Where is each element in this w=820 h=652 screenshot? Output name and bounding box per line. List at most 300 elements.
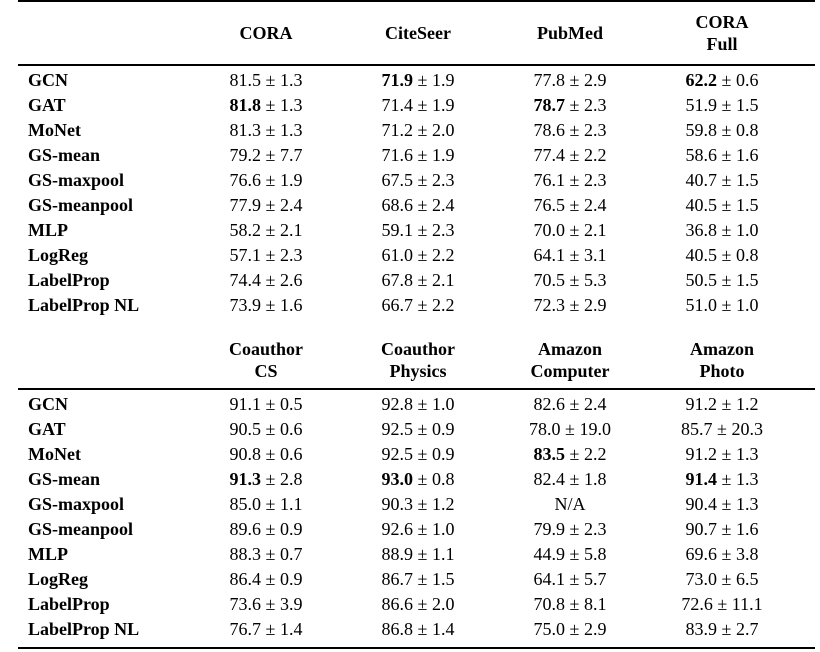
cell-value (646, 120, 798, 141)
plus-minus-symbol: ± (413, 444, 432, 464)
cell-std-dev: 1.3 (279, 70, 303, 90)
plus-minus-symbol: ± (712, 594, 732, 614)
cell-std-dev: 0.8 (735, 245, 759, 265)
plus-minus-symbol: ± (717, 295, 736, 315)
plus-minus-symbol: ± (261, 594, 280, 614)
plus-minus-symbol: ± (413, 494, 432, 514)
cell-std-dev: 1.9 (279, 170, 303, 190)
section-2-header-rule (18, 388, 815, 390)
cell-value (190, 619, 342, 640)
cell-std-dev: 1.0 (735, 220, 759, 240)
cell-value (494, 419, 646, 440)
table-row (0, 542, 820, 567)
plus-minus-symbol: ± (413, 195, 432, 215)
plus-minus-symbol: ± (717, 70, 736, 90)
table-row (0, 218, 820, 243)
plus-minus-symbol: ± (565, 469, 584, 489)
plus-minus-symbol: ± (261, 120, 280, 140)
column-header (190, 22, 342, 44)
cell-std-dev: 1.9 (431, 95, 455, 115)
plus-minus-symbol: ± (261, 544, 280, 564)
cell-std-dev: 2.1 (431, 270, 455, 290)
cell-mean: 61.0 (381, 245, 414, 265)
cell-value (494, 519, 646, 540)
cell-mean: 57.1 (229, 245, 262, 265)
cell-mean: 44.9 (533, 544, 566, 564)
cell-value (494, 170, 646, 191)
cell-value (190, 270, 342, 291)
plus-minus-symbol: ± (560, 419, 580, 439)
cell-std-dev: 0.8 (431, 469, 455, 489)
cell-mean: 74.4 (229, 270, 262, 290)
cell-std-dev: 1.5 (735, 195, 759, 215)
plus-minus-symbol: ± (565, 170, 584, 190)
cell-mean: 50.5 (685, 270, 718, 290)
cell-mean: 71.2 (381, 120, 414, 140)
cell-value (494, 245, 646, 266)
cell-value (646, 544, 798, 565)
cell-value (646, 95, 798, 116)
row-label: LabelProp NL (28, 619, 140, 639)
cell-value (494, 444, 646, 465)
row-label: MoNet (28, 444, 81, 464)
plus-minus-symbol: ± (717, 569, 736, 589)
cell-std-dev: 0.7 (279, 544, 303, 564)
cell-value (190, 394, 342, 415)
cell-std-dev: 5.3 (583, 270, 607, 290)
plus-minus-symbol: ± (261, 619, 280, 639)
cell-mean: 40.5 (685, 195, 718, 215)
cell-std-dev: 1.9 (431, 145, 455, 165)
cell-value (646, 220, 798, 241)
cell-std-dev: 20.3 (731, 419, 763, 439)
plus-minus-symbol: ± (413, 419, 432, 439)
plus-minus-symbol: ± (717, 220, 736, 240)
row-label: MLP (28, 220, 68, 240)
cell-std-dev: 1.5 (735, 270, 759, 290)
plus-minus-symbol: ± (565, 619, 584, 639)
plus-minus-symbol: ± (261, 519, 280, 539)
cell-std-dev: 1.2 (735, 394, 759, 414)
plus-minus-symbol: ± (565, 270, 584, 290)
cell-mean: 64.1 (533, 569, 566, 589)
plus-minus-symbol: ± (413, 394, 432, 414)
cell-value (342, 120, 494, 141)
plus-minus-symbol: ± (413, 120, 432, 140)
cell-mean: 91.2 (685, 394, 718, 414)
cell-value (190, 220, 342, 241)
plus-minus-symbol: ± (261, 70, 280, 90)
table-row (0, 243, 820, 268)
cell-value (190, 120, 342, 141)
cell-mean: 40.7 (685, 170, 718, 190)
cell-std-dev: 8.1 (583, 594, 607, 614)
plus-minus-symbol: ± (565, 394, 584, 414)
cell-mean: 40.5 (685, 245, 718, 265)
column-header-line: Computer (530, 361, 610, 381)
plus-minus-symbol: ± (717, 95, 736, 115)
column-header-line: CS (254, 361, 278, 381)
cell-value (342, 145, 494, 166)
cell-mean: 90.3 (381, 494, 414, 514)
plus-minus-symbol: ± (717, 270, 736, 290)
cell-mean: 36.8 (685, 220, 718, 240)
cell-value (646, 70, 798, 91)
cell-mean: 68.6 (381, 195, 414, 215)
row-label: GS-meanpool (28, 519, 134, 539)
cell-std-dev: 3.1 (583, 245, 607, 265)
cell-mean: 77.4 (533, 145, 566, 165)
cell-value (342, 70, 494, 91)
cell-mean: 88.9 (381, 544, 414, 564)
plus-minus-symbol: ± (413, 295, 432, 315)
section-2-body (0, 392, 820, 642)
cell-mean: 91.3 (229, 469, 262, 489)
cell-std-dev: 2.4 (583, 195, 607, 215)
cell-std-dev: 1.3 (279, 95, 303, 115)
plus-minus-symbol: ± (413, 469, 432, 489)
cell-value (342, 594, 494, 615)
plus-minus-symbol: ± (565, 245, 584, 265)
cell-value (190, 444, 342, 465)
cell-mean: 90.5 (229, 419, 262, 439)
cell-std-dev: 0.6 (279, 419, 303, 439)
cell-std-dev: 1.0 (431, 519, 455, 539)
plus-minus-symbol: ± (413, 519, 432, 539)
cell-value (342, 295, 494, 316)
table-row (0, 392, 820, 417)
cell-mean: 51.0 (685, 295, 718, 315)
cell-mean: 51.9 (685, 95, 718, 115)
column-header-line: Full (706, 34, 738, 54)
cell-value (342, 444, 494, 465)
row-label: GS-mean (28, 145, 100, 165)
cell-value (494, 145, 646, 166)
row-label: GS-meanpool (28, 195, 134, 215)
table-row (0, 517, 820, 542)
cell-mean: 69.6 (685, 544, 718, 564)
cell-mean: 77.8 (533, 70, 566, 90)
cell-std-dev: 1.0 (431, 394, 455, 414)
cell-value (190, 145, 342, 166)
table-row (0, 567, 820, 592)
cell-mean: 89.6 (229, 519, 262, 539)
table-row (0, 293, 820, 318)
plus-minus-symbol: ± (413, 220, 432, 240)
cell-std-dev: 1.6 (735, 145, 759, 165)
cell-mean: 85.0 (229, 494, 262, 514)
cell-mean: 81.3 (229, 120, 262, 140)
cell-std-dev: 0.8 (735, 120, 759, 140)
cell-std-dev: 1.0 (735, 295, 759, 315)
cell-value (646, 245, 798, 266)
cell-mean: 71.6 (381, 145, 414, 165)
plus-minus-symbol: ± (261, 95, 280, 115)
cell-mean: 70.0 (533, 220, 566, 240)
table-row (0, 68, 820, 93)
row-label: GS-maxpool (28, 170, 125, 190)
cell-value (646, 619, 798, 640)
cell-std-dev: 1.4 (279, 619, 303, 639)
cell-value (494, 569, 646, 590)
cell-value (190, 70, 342, 91)
cell-std-dev: 1.9 (431, 70, 455, 90)
cell-mean: 92.6 (381, 519, 414, 539)
plus-minus-symbol: ± (261, 569, 280, 589)
cell-mean: 82.6 (533, 394, 566, 414)
cell-mean: 81.8 (229, 95, 262, 115)
cell-value (646, 145, 798, 166)
cell-std-dev: 1.3 (735, 444, 759, 464)
cell-value (342, 170, 494, 191)
column-header (494, 22, 646, 44)
column-header-line: CiteSeer (385, 23, 451, 43)
cell-std-dev: 2.3 (583, 170, 607, 190)
cell-mean: 83.9 (685, 619, 718, 639)
cell-std-dev: 2.1 (583, 220, 607, 240)
plus-minus-symbol: ± (261, 245, 280, 265)
cell-value (494, 120, 646, 141)
table-row (0, 193, 820, 218)
cell-std-dev: 2.2 (431, 295, 455, 315)
cell-mean: 79.2 (229, 145, 262, 165)
row-label: LabelProp NL (28, 295, 140, 315)
cell-std-dev: 2.9 (583, 619, 607, 639)
plus-minus-symbol: ± (565, 569, 584, 589)
cell-std-dev: 7.7 (279, 145, 303, 165)
cell-value (494, 295, 646, 316)
column-header-line: Photo (699, 361, 745, 381)
table-row (0, 592, 820, 617)
row-label: GS-mean (28, 469, 100, 489)
cell-mean: 73.6 (229, 594, 262, 614)
row-label: MLP (28, 544, 68, 564)
cell-value (646, 195, 798, 216)
cell-mean: 71.9 (381, 70, 414, 90)
cell-value (494, 270, 646, 291)
cell-mean: 92.5 (381, 444, 414, 464)
cell-std-dev: 1.5 (735, 95, 759, 115)
cell-mean: 77.9 (229, 195, 262, 215)
cell-std-dev: 3.8 (735, 544, 759, 564)
column-header (190, 338, 342, 382)
cell-std-dev: 2.1 (279, 220, 303, 240)
cell-std-dev: 0.5 (279, 394, 303, 414)
row-label: GCN (28, 70, 68, 90)
plus-minus-symbol: ± (717, 619, 736, 639)
table-row (0, 617, 820, 642)
cell-std-dev: 2.3 (583, 120, 607, 140)
plus-minus-symbol: ± (413, 170, 432, 190)
cell-value (190, 594, 342, 615)
cell-mean: 71.4 (381, 95, 414, 115)
cell-value (190, 295, 342, 316)
cell-mean: 86.4 (229, 569, 262, 589)
cell-value (342, 419, 494, 440)
table-row (0, 417, 820, 442)
cell-std-dev: 1.3 (735, 494, 759, 514)
table-row (0, 467, 820, 492)
cell-mean: 67.8 (381, 270, 414, 290)
plus-minus-symbol: ± (712, 419, 732, 439)
cell-std-dev: 11.1 (731, 594, 763, 614)
cell-mean: 86.8 (381, 619, 414, 639)
table-row (0, 492, 820, 517)
cell-mean: 64.1 (533, 245, 566, 265)
plus-minus-symbol: ± (261, 270, 280, 290)
plus-minus-symbol: ± (717, 469, 736, 489)
cell-std-dev: 1.6 (735, 519, 759, 539)
column-header-line: Amazon (690, 339, 754, 359)
cell-value (342, 394, 494, 415)
cell-std-dev: 19.0 (579, 419, 611, 439)
table-row (0, 118, 820, 143)
cell-mean: 93.0 (381, 469, 414, 489)
plus-minus-symbol: ± (261, 295, 280, 315)
plus-minus-symbol: ± (717, 394, 736, 414)
cell-value (646, 494, 798, 515)
cell-mean: 86.7 (381, 569, 414, 589)
cell-mean: 58.6 (685, 145, 718, 165)
cell-mean: 73.0 (685, 569, 718, 589)
cell-std-dev: 5.8 (583, 544, 607, 564)
cell-value (646, 419, 798, 440)
cell-mean: 59.8 (685, 120, 718, 140)
cell-value (646, 469, 798, 490)
column-header-line: CORA (695, 12, 749, 32)
cell-value (342, 220, 494, 241)
cell-mean: 90.4 (685, 494, 718, 514)
cell-value (190, 195, 342, 216)
cell-std-dev: 2.0 (431, 120, 455, 140)
plus-minus-symbol: ± (565, 70, 584, 90)
column-header-line: Amazon (538, 339, 602, 359)
cell-std-dev: 2.4 (583, 394, 607, 414)
cell-std-dev: 1.5 (735, 170, 759, 190)
cell-mean: 70.8 (533, 594, 566, 614)
cell-mean: 91.1 (229, 394, 262, 414)
column-header-line: Coauthor (380, 339, 455, 359)
cell-mean: 76.7 (229, 619, 262, 639)
plus-minus-symbol: ± (565, 519, 584, 539)
cell-mean: 73.9 (229, 295, 262, 315)
plus-minus-symbol: ± (261, 469, 280, 489)
cell-std-dev: 2.3 (583, 95, 607, 115)
cell-value (646, 444, 798, 465)
cell-value (190, 170, 342, 191)
cell-mean: 76.6 (229, 170, 262, 190)
cell-std-dev: 2.3 (431, 170, 455, 190)
cell-mean: 70.5 (533, 270, 566, 290)
cell-value (342, 519, 494, 540)
cell-std-dev: 2.3 (431, 220, 455, 240)
cell-value (494, 544, 646, 565)
cell-std-dev: 1.3 (735, 469, 759, 489)
cell-mean: 78.0 (529, 419, 561, 439)
cell-std-dev: 0.9 (279, 519, 303, 539)
cell-std-dev: 2.9 (583, 70, 607, 90)
row-label: GS-maxpool (28, 494, 125, 514)
plus-minus-symbol: ± (261, 419, 280, 439)
column-header-line: PubMed (536, 23, 603, 43)
cell-value (190, 494, 342, 515)
plus-minus-symbol: ± (413, 145, 432, 165)
cell-mean: 86.6 (381, 594, 414, 614)
row-label: MoNet (28, 120, 81, 140)
cell-std-dev: 1.2 (431, 494, 455, 514)
plus-minus-symbol: ± (261, 195, 280, 215)
cell-std-dev: 2.6 (279, 270, 303, 290)
cell-value (494, 594, 646, 615)
cell-mean: 91.4 (685, 469, 718, 489)
cell-std-dev: 0.6 (279, 444, 303, 464)
cell-value (190, 569, 342, 590)
column-header-line: Coauthor (228, 339, 303, 359)
cell-mean: 67.5 (381, 170, 414, 190)
cell-std-dev: 2.2 (583, 145, 607, 165)
plus-minus-symbol: ± (717, 195, 736, 215)
cell-value (342, 619, 494, 640)
column-header-line: Physics (389, 361, 447, 381)
cell-std-dev: 5.7 (583, 569, 607, 589)
row-label: LabelProp (28, 270, 110, 290)
cell-mean: 90.7 (685, 519, 718, 539)
cell-std-dev: 2.0 (431, 594, 455, 614)
cell-mean: 78.6 (533, 120, 566, 140)
cell-value (494, 220, 646, 241)
cell-mean: 78.7 (533, 95, 566, 115)
cell-std-dev: 3.9 (279, 594, 303, 614)
cell-mean: 62.2 (685, 70, 718, 90)
cell-std-dev: 1.8 (583, 469, 607, 489)
plus-minus-symbol: ± (565, 594, 584, 614)
section-1-body (0, 68, 820, 318)
cell-value (342, 494, 494, 515)
column-header (646, 338, 798, 382)
cell-mean: 76.1 (533, 170, 566, 190)
plus-minus-symbol: ± (565, 195, 584, 215)
cell-mean: 82.4 (533, 469, 566, 489)
plus-minus-symbol: ± (261, 444, 280, 464)
plus-minus-symbol: ± (413, 270, 432, 290)
cell-std-dev: 0.9 (279, 569, 303, 589)
plus-minus-symbol: ± (565, 120, 584, 140)
cell-value (190, 544, 342, 565)
cell-mean: 79.9 (533, 519, 566, 539)
plus-minus-symbol: ± (717, 544, 736, 564)
plus-minus-symbol: ± (261, 494, 280, 514)
cell-std-dev: 2.4 (431, 195, 455, 215)
plus-minus-symbol: ± (717, 245, 736, 265)
cell-value (342, 95, 494, 116)
cell-mean: 92.8 (381, 394, 414, 414)
cell-std-dev: 1.3 (279, 120, 303, 140)
cell-value (494, 619, 646, 640)
cell-std-dev: 2.3 (583, 519, 607, 539)
cell-mean: 75.0 (533, 619, 566, 639)
section-1-header-rule (18, 64, 815, 66)
cell-value (646, 170, 798, 191)
table-row (0, 442, 820, 467)
cell-std-dev: 1.4 (431, 619, 455, 639)
cell-value: N/A (554, 494, 586, 514)
cell-value (190, 419, 342, 440)
plus-minus-symbol: ± (261, 145, 280, 165)
cell-value (494, 469, 646, 490)
table-row (0, 268, 820, 293)
cell-mean: 59.1 (381, 220, 414, 240)
cell-std-dev: 6.5 (735, 569, 759, 589)
